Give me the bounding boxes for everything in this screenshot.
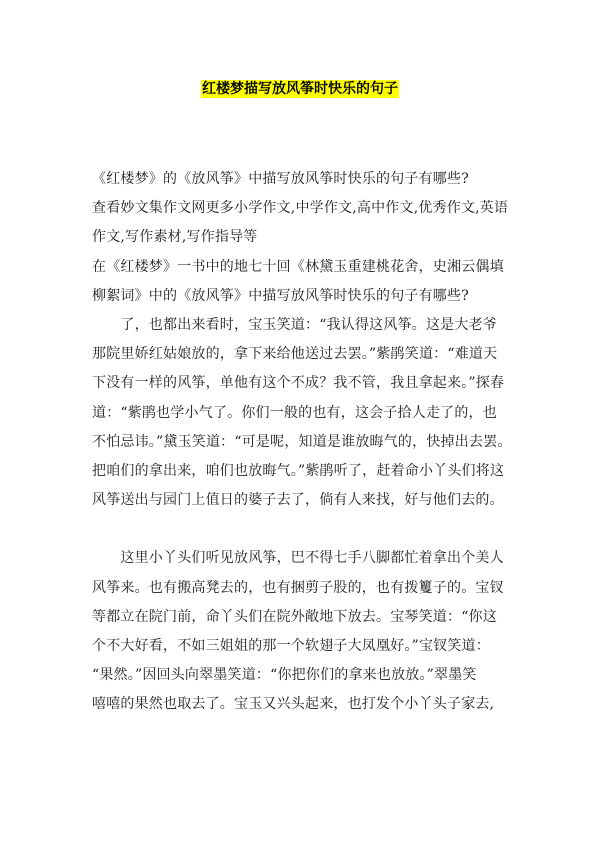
document-title: 红楼梦描写放风筝时快乐的句子 [202,81,398,97]
paragraph-line: 下没有一样的风筝，单他有这个不成？我不管，我且拿起来。”探春 [92,375,505,392]
paragraph-gap [92,515,522,544]
title-container [0,78,600,98]
paragraph-line: 柳絮词》中的《放风筝》中描写放风筝时快乐的句子有哪些? [92,287,469,304]
document-body [92,165,522,720]
paragraph-line: 在《红楼梦》一书中的地七十回《林黛玉重建桃花舍，史湘云偶填 [92,258,504,275]
paragraph-line: 作文,写作素材,写作指导等 [92,229,258,246]
paragraph-line: 那院里娇红姑娘放的，拿下来给他送过去罢。”紫鹃笑道：“难道天 [92,346,498,363]
paragraph-line: 了，也都出来看时，宝玉笑道：“我认得这风筝。这是大老爷 [92,317,497,334]
paragraph-line: 查看妙文集作文网更多小学作文,中学作文,高中作文,优秀作文,英语 [92,200,509,217]
paragraph-line: 这里小丫头们听见放风筝，巴不得七手八脚都忙着拿出个美人 [92,550,504,567]
paragraph-line: 道：“紫鹃也学小气了。你们一般的也有，这会子拾人走了的，也 [92,404,497,421]
paragraph-line: 不怕忌讳。”黛玉笑道：“可是呢，知道是谁放晦气的，快掉出去罢。 [92,433,512,450]
paragraph-line: 《红楼梦》的《放风筝》中描写放风筝时快乐的句子有哪些? [92,171,469,187]
paragraph-line: 嘻嘻的果然也取去了。宝玉又兴头起来，也打发个小丫头子家去, [92,696,495,713]
paragraph-line: 把咱们的拿出来，咱们也放晦气。”紫鹃听了，赶着命小丫头们将这 [92,463,505,480]
paragraph-line: 风筝送出与园门上值日的婆子去了，倘有人来找，好与他们去的。 [92,492,504,509]
paragraph-line: 风筝来。也有搬高凳去的，也有捆剪子股的，也有拨籰子的。宝钗 [92,579,504,596]
paragraph-line: 等都立在院门前，命丫头们在院外敞地下放去。宝琴笑道：“你这 [92,608,497,625]
paragraph-line: 个不大好看，不如三姐姐的那一个软翅子大凤凰好。”宝钗笑道： [92,638,490,655]
paragraph-line: “果然。”因回头向翠墨笑道：“你把你们的拿来也放放。”翠墨笑 [92,667,477,684]
